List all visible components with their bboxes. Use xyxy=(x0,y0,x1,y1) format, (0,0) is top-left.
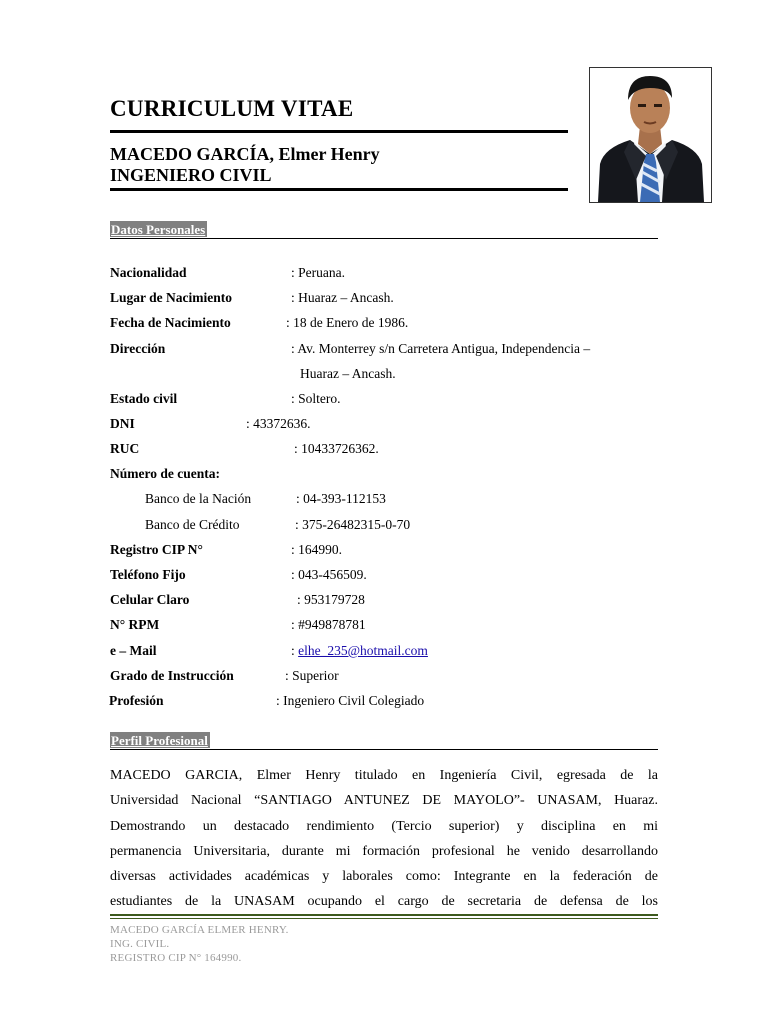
profile-line: Demostrando un destacado rendimiento (Tercio superior) y disciplina en mi xyxy=(110,818,658,834)
label-fecha-nacimiento: Fecha de Nacimiento xyxy=(110,315,231,330)
value-rpm: : #949878781 xyxy=(291,617,366,632)
value-direccion: : Av. Monterrey s/n Carretera Antigua, Independencia – xyxy=(291,341,591,356)
value-registro-cip: : 164990. xyxy=(291,542,343,557)
label-grado-instruccion: Grado de Instrucción xyxy=(110,668,234,683)
profile-line: estudiantes de la UNASAM ocupando el cargo de secretaria de defensa de los xyxy=(110,894,658,910)
value-email xyxy=(291,643,428,659)
value-banco-nacion: : 04-393-112153 xyxy=(296,491,386,506)
profile-line: MACEDO GARCIA, Elmer Henry titulado en Ingeniería Civil, egresada de la xyxy=(110,768,658,783)
profile-photo xyxy=(589,67,712,203)
label-ruc: RUC xyxy=(110,441,140,456)
value-direccion-line2: Huaraz – Ancash. xyxy=(300,366,396,381)
label-celular: Celular Claro xyxy=(110,592,190,607)
value-estado-civil: : Soltero. xyxy=(291,391,341,406)
label-telefono-fijo: Teléfono Fijo xyxy=(110,567,186,582)
profile-line: Universidad Nacional “SANTIAGO ANTUNEZ DE MAYOLO”- UNASAM, Huaraz. xyxy=(110,793,658,809)
value-dni: : 43372636. xyxy=(246,416,311,431)
label-registro-cip: Registro CIP N° xyxy=(110,542,203,557)
label-direccion: Dirección xyxy=(110,341,166,356)
section-heading-personal: Datos Personales xyxy=(111,222,206,237)
profile-line: permanencia Universitaria, durante mi formación profesional he venido desarrollando xyxy=(110,843,658,859)
value-celular: : 953179728 xyxy=(297,592,365,607)
label-estado-civil: Estado civil xyxy=(110,391,178,406)
document-title: CURRICULUM VITAE xyxy=(110,96,354,121)
value-nacionalidad: : Peruana. xyxy=(291,265,345,280)
section-rule-profile xyxy=(110,749,658,750)
profile-line: diversas actividades académicas y laborales como: Integrante en la federación de xyxy=(110,869,658,885)
label-banco-credito: Banco de Crédito xyxy=(145,517,240,532)
value-grado-instruccion: : Superior xyxy=(285,668,339,683)
applicant-name: MACEDO GARCÍA, Elmer Henry xyxy=(110,144,380,164)
value-lugar-nacimiento: : Huaraz – Ancash. xyxy=(291,290,394,305)
value-fecha-nacimiento: : 18 de Enero de 1986. xyxy=(286,315,409,330)
footer-rule-thick xyxy=(110,914,658,916)
email-colon: : xyxy=(291,643,299,658)
value-profesion: : Ingeniero Civil Colegiado xyxy=(276,693,425,708)
email-link[interactable]: elhe_235@hotmail.com xyxy=(298,643,428,658)
value-telefono-fijo: : 043-456509. xyxy=(291,567,367,582)
label-rpm: N° RPM xyxy=(110,617,160,632)
label-banco-nacion: Banco de la Nación xyxy=(145,491,252,506)
footer-title: ING. CIVIL. xyxy=(110,938,170,950)
footer-registry: REGISTRO CIP N° 164990. xyxy=(110,952,242,964)
value-ruc: : 10433726362. xyxy=(294,441,379,456)
label-numero-cuenta: Número de cuenta: xyxy=(110,466,220,481)
name-rule xyxy=(110,188,568,191)
applicant-profession: INGENIERO CIVIL xyxy=(110,165,272,185)
footer-name: MACEDO GARCÍA ELMER HENRY. xyxy=(110,924,289,936)
person-portrait-icon xyxy=(590,68,711,202)
section-heading-profile: Perfil Profesional xyxy=(111,733,208,748)
title-rule xyxy=(110,130,568,133)
label-nacionalidad: Nacionalidad xyxy=(110,265,187,280)
label-profesion: Profesión xyxy=(109,693,164,708)
label-dni: DNI xyxy=(110,416,135,431)
footer-rule-thin xyxy=(110,918,658,919)
label-lugar-nacimiento: Lugar de Nacimiento xyxy=(110,290,232,305)
profile-paragraph xyxy=(110,763,658,915)
value-banco-credito: : 375-26482315-0-70 xyxy=(295,517,411,532)
label-email: e – Mail xyxy=(110,643,157,658)
section-rule-personal xyxy=(110,238,658,239)
